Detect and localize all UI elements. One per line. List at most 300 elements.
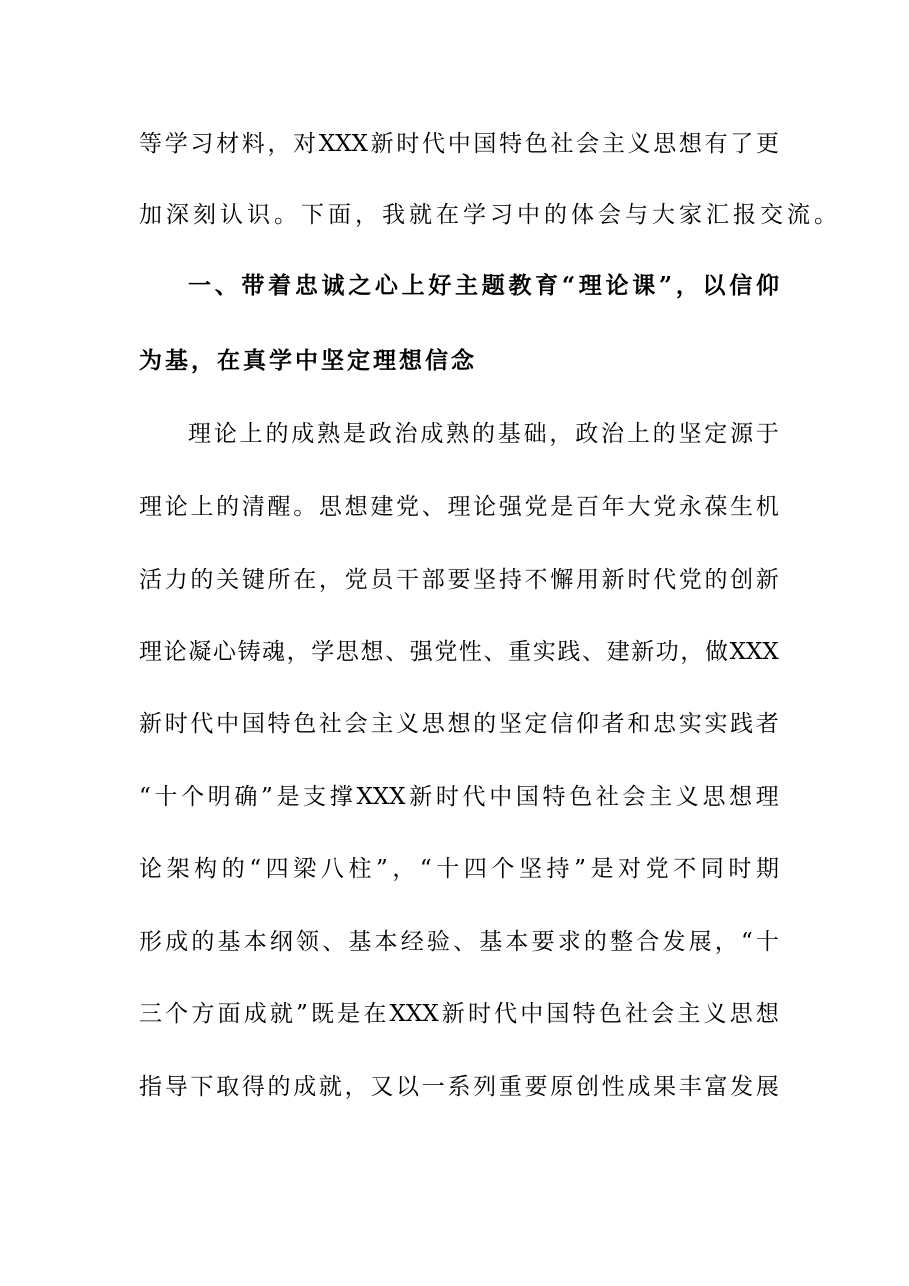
glyph: 富 <box>704 1074 728 1100</box>
glyph: 之 <box>348 272 372 299</box>
glyph: 特 <box>499 131 523 157</box>
glyph: 清 <box>241 494 265 520</box>
glyph: 葆 <box>704 494 728 520</box>
glyph: 员 <box>370 567 394 593</box>
glyph: 的 <box>583 929 607 955</box>
glyph: XXX <box>318 131 368 157</box>
glyph: 思 <box>335 639 359 665</box>
glyph: 主 <box>677 1001 701 1027</box>
glyph: 同 <box>700 856 724 882</box>
paragraph-2-line-9 <box>139 996 779 1032</box>
glyph: 成 <box>293 1074 317 1100</box>
glyph: 发 <box>730 1074 754 1100</box>
glyph: 时 <box>467 1001 491 1027</box>
glyph: 想 <box>678 131 702 157</box>
glyph: 者 <box>601 711 625 737</box>
paragraph-2-line-1 <box>188 416 779 452</box>
glyph: 坚 <box>678 421 702 447</box>
glyph: 十 <box>436 856 460 882</box>
glyph: 大 <box>627 494 651 520</box>
glyph: 力 <box>164 567 188 593</box>
glyph: 得 <box>241 1074 265 1100</box>
glyph: 新 <box>631 639 655 665</box>
glyph: 的 <box>471 421 495 447</box>
glyph: 信 <box>550 711 574 737</box>
glyph: 纲 <box>269 929 293 955</box>
glyph: 架 <box>166 856 190 882</box>
glyph: 期 <box>755 856 779 882</box>
glyph: 特 <box>572 1001 596 1027</box>
glyph: 功 <box>655 639 679 665</box>
paragraph-1-line-2: 加深刻认识。下面，我就在学习中的体会与大家汇报交流。 <box>139 202 841 228</box>
glyph: 。 <box>293 494 317 520</box>
glyph: 主 <box>455 272 479 299</box>
glyph: 建 <box>370 494 394 520</box>
glyph: 建 <box>606 639 630 665</box>
glyph: 实 <box>678 711 702 737</box>
paragraph-2-line-7 <box>139 851 779 887</box>
glyph: 课 <box>632 272 656 299</box>
glyph: 义 <box>703 1001 727 1027</box>
glyph: 生 <box>730 494 754 520</box>
glyph: ， <box>344 1074 368 1100</box>
glyph: 治 <box>601 421 624 447</box>
glyph: 中 <box>447 131 471 157</box>
glyph: 学 <box>164 131 188 157</box>
glyph: 色 <box>524 131 548 157</box>
glyph: 对 <box>293 131 317 157</box>
glyph: 会 <box>344 711 368 737</box>
glyph: 想 <box>755 1001 779 1027</box>
glyph: 论 <box>213 421 237 447</box>
glyph: 社 <box>595 784 619 810</box>
glyph: 基 <box>497 421 521 447</box>
glyph: “ <box>139 784 151 810</box>
glyph: 成 <box>420 421 444 447</box>
glyph: 、 <box>385 639 409 665</box>
glyph: 思 <box>729 1001 753 1027</box>
glyph: 、 <box>483 639 507 665</box>
glyph: 治 <box>394 421 418 447</box>
glyph: 机 <box>755 494 779 520</box>
glyph: 会 <box>622 784 646 810</box>
glyph: 新 <box>601 567 625 593</box>
glyph: ， <box>392 856 416 882</box>
glyph: 党 <box>396 494 420 520</box>
glyph: “ <box>419 856 432 882</box>
glyph: 部 <box>421 567 445 593</box>
glyph: 的 <box>704 567 728 593</box>
glyph: 中 <box>489 784 513 810</box>
glyph: 主 <box>649 784 673 810</box>
glyph: 论 <box>163 639 187 665</box>
glyph: 干 <box>396 567 420 593</box>
glyph: 一 <box>188 272 211 299</box>
glyph: 论 <box>605 272 629 299</box>
glyph: 心 <box>212 639 236 665</box>
glyph: 时 <box>164 711 188 737</box>
glyph: ， <box>675 272 699 299</box>
glyph: XXX <box>729 639 779 665</box>
glyph: 魂 <box>262 639 286 665</box>
glyph: 不 <box>524 567 548 593</box>
glyph: 丰 <box>678 1074 702 1100</box>
glyph: 确 <box>234 784 258 810</box>
glyph: 是 <box>590 856 614 882</box>
glyph: 明 <box>207 784 231 810</box>
glyph: 、 <box>421 494 445 520</box>
glyph: 新 <box>409 784 433 810</box>
glyph: 的 <box>652 421 676 447</box>
glyph: 性 <box>601 1074 625 1100</box>
glyph: 成 <box>627 1074 651 1100</box>
glyph: 活 <box>139 567 162 593</box>
glyph: 基 <box>479 929 503 955</box>
glyph: 实 <box>532 639 556 665</box>
glyph: 国 <box>515 784 539 810</box>
glyph: 个 <box>181 784 205 810</box>
glyph: 有 <box>704 131 728 157</box>
paragraph-2-line-6 <box>139 779 779 815</box>
glyph: 理 <box>447 494 471 520</box>
glyph: 要 <box>447 567 471 593</box>
glyph: 教 <box>508 272 532 299</box>
glyph: 是 <box>342 421 366 447</box>
glyph: “ <box>740 929 753 955</box>
glyph: 仰 <box>575 711 599 737</box>
glyph: 代 <box>653 567 677 593</box>
glyph: 八 <box>320 856 344 882</box>
glyph: 重 <box>498 1074 522 1100</box>
glyph: 导 <box>164 1074 188 1100</box>
glyph: 色 <box>569 784 593 810</box>
glyph: 想 <box>447 711 471 737</box>
glyph: 的 <box>265 421 289 447</box>
glyph: 百 <box>575 494 599 520</box>
paragraph-2-line-4 <box>139 634 779 670</box>
glyph: 、 <box>453 929 477 955</box>
glyph: ， <box>286 639 310 665</box>
glyph: 者 <box>755 711 779 737</box>
glyph: 代 <box>462 784 486 810</box>
glyph: ， <box>318 567 342 593</box>
glyph: 又 <box>370 1074 394 1100</box>
glyph: 是 <box>337 1001 361 1027</box>
glyph: 国 <box>473 131 497 157</box>
paragraph-1-line-1 <box>139 126 779 162</box>
glyph: 党 <box>344 567 368 593</box>
glyph: 信 <box>729 272 753 299</box>
glyph: 持 <box>546 856 570 882</box>
section-heading-line-1 <box>188 268 779 304</box>
glyph: 求 <box>557 929 581 955</box>
glyph: 习 <box>190 131 214 157</box>
glyph: 上 <box>239 421 263 447</box>
glyph: 时 <box>435 784 459 810</box>
glyph: 定 <box>704 421 728 447</box>
glyph: 等 <box>139 131 162 157</box>
glyph: 不 <box>673 856 697 882</box>
glyph: 是 <box>276 784 300 810</box>
glyph: 合 <box>636 929 660 955</box>
glyph: 新 <box>755 567 779 593</box>
glyph: 成 <box>165 929 189 955</box>
glyph: 强 <box>498 494 522 520</box>
glyph: 三 <box>139 1001 162 1027</box>
glyph: 义 <box>627 131 651 157</box>
glyph: 学 <box>311 639 335 665</box>
glyph: 主 <box>370 711 394 737</box>
glyph: 主 <box>601 131 625 157</box>
glyph: 理 <box>755 784 779 810</box>
glyph: 个 <box>491 856 515 882</box>
glyph: 政 <box>368 421 392 447</box>
glyph: 论 <box>473 494 497 520</box>
glyph: 指 <box>139 1074 162 1100</box>
glyph: 党 <box>434 639 458 665</box>
glyph: 义 <box>396 711 420 737</box>
glyph: 育 <box>535 272 559 299</box>
glyph: 醒 <box>267 494 291 520</box>
glyph: ， <box>267 131 291 157</box>
glyph: 创 <box>730 567 754 593</box>
glyph: 柱 <box>348 856 372 882</box>
glyph: 中 <box>216 711 240 737</box>
glyph: 料 <box>241 131 265 157</box>
glyph: 忠 <box>653 711 677 737</box>
glyph: 坚 <box>498 711 522 737</box>
glyph: 基 <box>348 929 372 955</box>
glyph: 熟 <box>317 421 341 447</box>
glyph: 就 <box>318 1074 342 1100</box>
glyph: 一 <box>421 1074 445 1100</box>
glyph: 所 <box>267 567 291 593</box>
glyph: 坚 <box>518 856 542 882</box>
glyph: 持 <box>498 567 522 593</box>
glyph: 的 <box>473 711 497 737</box>
glyph: 验 <box>426 929 450 955</box>
glyph: 成 <box>291 421 315 447</box>
glyph: 理 <box>188 421 211 447</box>
section-heading-line-2: 为基，在真学中坚定理想信念 <box>139 347 477 374</box>
glyph: ” <box>375 856 388 882</box>
glyph: 发 <box>662 929 686 955</box>
glyph: 做 <box>705 639 729 665</box>
glyph: 党 <box>645 856 669 882</box>
glyph: “ <box>249 856 262 882</box>
glyph: 色 <box>598 1001 622 1027</box>
glyph: 就 <box>269 1001 293 1027</box>
glyph: 熟 <box>446 421 470 447</box>
glyph: 本 <box>505 929 529 955</box>
glyph: 四 <box>463 856 487 882</box>
paragraph-2-line-8 <box>139 924 779 960</box>
glyph: 本 <box>243 929 267 955</box>
glyph: 在 <box>363 1001 387 1027</box>
glyph: 方 <box>191 1001 215 1027</box>
glyph: 想 <box>729 784 753 810</box>
glyph: 新 <box>441 1001 465 1027</box>
paragraph-2-line-3 <box>139 562 779 598</box>
glyph: 果 <box>653 1074 677 1100</box>
glyph: 代 <box>422 131 445 157</box>
glyph: 思 <box>702 784 726 810</box>
glyph: 会 <box>651 1001 675 1027</box>
glyph: 和 <box>627 711 651 737</box>
glyph: 键 <box>241 567 265 593</box>
glyph: 思 <box>653 131 677 157</box>
glyph: ， <box>714 929 738 955</box>
glyph: 永 <box>678 494 702 520</box>
glyph: 理 <box>139 494 162 520</box>
glyph: 党 <box>678 567 702 593</box>
glyph: 理 <box>139 639 162 665</box>
glyph: 、 <box>322 929 346 955</box>
glyph: 支 <box>303 784 327 810</box>
glyph: 展 <box>688 929 712 955</box>
glyph: 中 <box>520 1001 544 1027</box>
glyph: 的 <box>190 567 214 593</box>
glyph: 、 <box>581 639 605 665</box>
glyph: 定 <box>524 711 548 737</box>
glyph: 论 <box>139 856 162 882</box>
glyph: 十 <box>755 929 779 955</box>
glyph: 社 <box>624 1001 648 1027</box>
glyph: 上 <box>190 494 214 520</box>
glyph: 思 <box>318 494 342 520</box>
glyph: 用 <box>575 567 599 593</box>
glyph: 践 <box>730 711 754 737</box>
glyph: 了 <box>730 131 754 157</box>
glyph: 在 <box>293 567 317 593</box>
glyph: 党 <box>524 494 548 520</box>
glyph: 特 <box>267 711 291 737</box>
glyph: 国 <box>546 1001 570 1027</box>
glyph: 社 <box>550 131 574 157</box>
glyph: 党 <box>653 494 677 520</box>
glyph: 要 <box>524 1074 548 1100</box>
glyph: 个 <box>165 1001 189 1027</box>
glyph: 础 <box>523 421 547 447</box>
glyph: 构 <box>194 856 218 882</box>
glyph: 展 <box>755 1074 779 1100</box>
glyph: 新 <box>370 131 394 157</box>
glyph: 撑 <box>329 784 353 810</box>
glyph: ， <box>549 421 573 447</box>
glyph: 题 <box>481 272 505 299</box>
glyph: 想 <box>344 494 368 520</box>
glyph: 材 <box>216 131 240 157</box>
glyph: 更 <box>755 131 779 157</box>
glyph: 是 <box>550 494 574 520</box>
glyph: 的 <box>191 929 215 955</box>
glyph: 经 <box>400 929 424 955</box>
glyph: 思 <box>421 711 445 737</box>
glyph: 社 <box>318 711 342 737</box>
glyph: XXX <box>389 1001 439 1027</box>
glyph: 十 <box>154 784 178 810</box>
glyph: 既 <box>310 1001 334 1027</box>
glyph: 、 <box>214 272 238 299</box>
glyph: 以 <box>702 272 726 299</box>
glyph: 列 <box>473 1074 497 1100</box>
glyph: 忠 <box>294 272 318 299</box>
glyph: 懈 <box>550 567 574 593</box>
glyph: 实 <box>704 711 728 737</box>
glyph: 政 <box>575 421 599 447</box>
glyph: 的 <box>267 1074 291 1100</box>
glyph: ” <box>574 856 586 882</box>
glyph: 年 <box>601 494 625 520</box>
glyph: “ <box>561 272 576 299</box>
paragraph-2-line-5 <box>139 706 779 742</box>
glyph: 凝 <box>188 639 212 665</box>
glyph: 时 <box>728 856 752 882</box>
glyph: 整 <box>610 929 634 955</box>
glyph: 色 <box>293 711 317 737</box>
glyph: 本 <box>374 929 398 955</box>
glyph: 代 <box>190 711 214 737</box>
glyph: 以 <box>396 1074 420 1100</box>
glyph: 国 <box>241 711 265 737</box>
glyph: ， <box>680 639 704 665</box>
glyph: 于 <box>755 421 779 447</box>
glyph: ” <box>261 784 273 810</box>
glyph: 四 <box>265 856 289 882</box>
glyph: 领 <box>296 929 320 955</box>
glyph: 基 <box>217 929 241 955</box>
paragraph-2-line-10 <box>139 1069 779 1105</box>
glyph: 要 <box>531 929 555 955</box>
glyph: 成 <box>243 1001 267 1027</box>
glyph: 取 <box>216 1074 240 1100</box>
glyph: 原 <box>550 1074 574 1100</box>
glyph: 想 <box>360 639 384 665</box>
glyph: 的 <box>221 856 245 882</box>
glyph: 践 <box>557 639 581 665</box>
glyph: 形 <box>139 929 162 955</box>
glyph: 理 <box>578 272 602 299</box>
glyph: 仰 <box>755 272 779 299</box>
glyph: 系 <box>447 1074 471 1100</box>
glyph: ” <box>658 272 673 299</box>
glyph: 源 <box>730 421 754 447</box>
glyph: 面 <box>217 1001 241 1027</box>
glyph: 对 <box>618 856 642 882</box>
glyph: 好 <box>428 272 452 299</box>
glyph: 论 <box>164 494 188 520</box>
glyph: 重 <box>508 639 532 665</box>
glyph: 着 <box>268 272 292 299</box>
glyph: 铸 <box>237 639 261 665</box>
glyph: 的 <box>216 494 240 520</box>
glyph: 下 <box>190 1074 214 1100</box>
paragraph-2-line-2 <box>139 489 779 525</box>
glyph: XXX <box>356 784 406 810</box>
glyph: 创 <box>575 1074 599 1100</box>
glyph: 新 <box>139 711 162 737</box>
glyph: 特 <box>542 784 566 810</box>
glyph: 义 <box>675 784 699 810</box>
glyph: 时 <box>627 567 651 593</box>
glyph: 心 <box>374 272 398 299</box>
glyph: 关 <box>216 567 240 593</box>
glyph: 坚 <box>473 567 497 593</box>
glyph: 上 <box>401 272 425 299</box>
glyph: 性 <box>458 639 482 665</box>
glyph: ” <box>296 1001 308 1027</box>
glyph: 代 <box>494 1001 518 1027</box>
